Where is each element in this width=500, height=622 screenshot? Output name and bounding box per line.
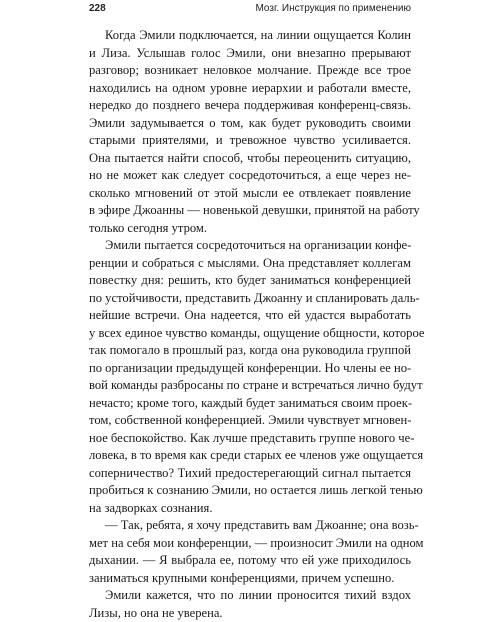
text-line: сколько мгновений от этой мысли ее отвлекает появление xyxy=(89,185,411,203)
text-line: заниматься крупными конференциями, причем успешно. xyxy=(89,570,411,588)
text-line: ловека, в то время как среди старых ее членов уже ощущается xyxy=(89,447,411,465)
text-line: Она пытается найти способ, чтобы переоценить ситуацию, xyxy=(89,150,411,168)
text-line: мет на себя мои конференции, — произносит Эмили на одном xyxy=(89,535,411,553)
text-line: но не может как следует сосредоточиться, а еще через не- xyxy=(89,167,411,185)
text-line: по организации предыдущей конференции. Но члены ее но- xyxy=(89,360,411,378)
text-line: находились на одном уровне иерархии и работали вместе, xyxy=(89,80,411,98)
page-header xyxy=(89,3,411,17)
text-line: нейшие встречи. Она надеется, что ей удастся выработать xyxy=(89,307,411,325)
text-line: — Так, ребята, я хочу представить вам Джоанне; она возь- xyxy=(89,517,411,535)
text-line: Эмили кажется, что по линии проносится тихий вздох xyxy=(89,587,411,605)
text-line: том, собственной конференцией. Эмили чувствует мгновен- xyxy=(89,412,411,430)
text-line: в эфире Джоанны — новенькой девушки, принятой на работу xyxy=(89,202,411,220)
running-title: Мозг. Инструкция по применению xyxy=(255,3,411,14)
text-line: нечасто; кроме того, каждый будет заниматься своим проек- xyxy=(89,395,411,413)
text-line: разговор; возникает неловкое молчание. Прежде все трое xyxy=(89,62,411,80)
text-line: на задворках сознания. xyxy=(89,500,411,518)
text-line: Лизы, но она не уверена. xyxy=(89,605,411,622)
text-line: соперничество? Тихий предостерегающий сигнал пытается xyxy=(89,465,411,483)
text-line: у всех единое чувство команды, ощущение общности, которое xyxy=(89,325,411,343)
text-line: ренции и собраться с мыслями. Она представляет коллегам xyxy=(89,255,411,273)
text-line: только сегодня утром. xyxy=(89,220,411,238)
page-number: 228 xyxy=(89,3,106,14)
text-line: и Лиза. Услышав голос Эмили, они внезапно прерывают xyxy=(89,45,411,63)
text-line: вой команды разбросаны по стране и встречаться лично будут xyxy=(89,377,411,395)
text-line: пробиться к сознанию Эмили, но остается лишь легкой тенью xyxy=(89,482,411,500)
text-line: дыхании. — Я выбрала ее, потому что ей уже приходилось xyxy=(89,552,411,570)
body-text xyxy=(89,27,411,622)
text-line: ное беспокойство. Как лучше представить группе нового че- xyxy=(89,430,411,448)
text-line: нередко до позднего вечера поддерживая конференц-связь. xyxy=(89,97,411,115)
text-line: Эмили пытается сосредоточиться на организации конфе- xyxy=(89,237,411,255)
text-line: повестку дня: решить, кто будет заниматься конференцией xyxy=(89,272,411,290)
text-line: старыми приятелями, и тревожное чувство усиливается. xyxy=(89,132,411,150)
text-line: так помогало в прошлый раз, когда она руководила группой xyxy=(89,342,411,360)
text-line: по устойчивости, представить Джоанну и спланировать даль- xyxy=(89,290,411,308)
text-line: Эмили задумывается о том, как будет руководить своими xyxy=(89,115,411,133)
text-line: Когда Эмили подключается, на линии ощущается Колин xyxy=(89,27,411,45)
